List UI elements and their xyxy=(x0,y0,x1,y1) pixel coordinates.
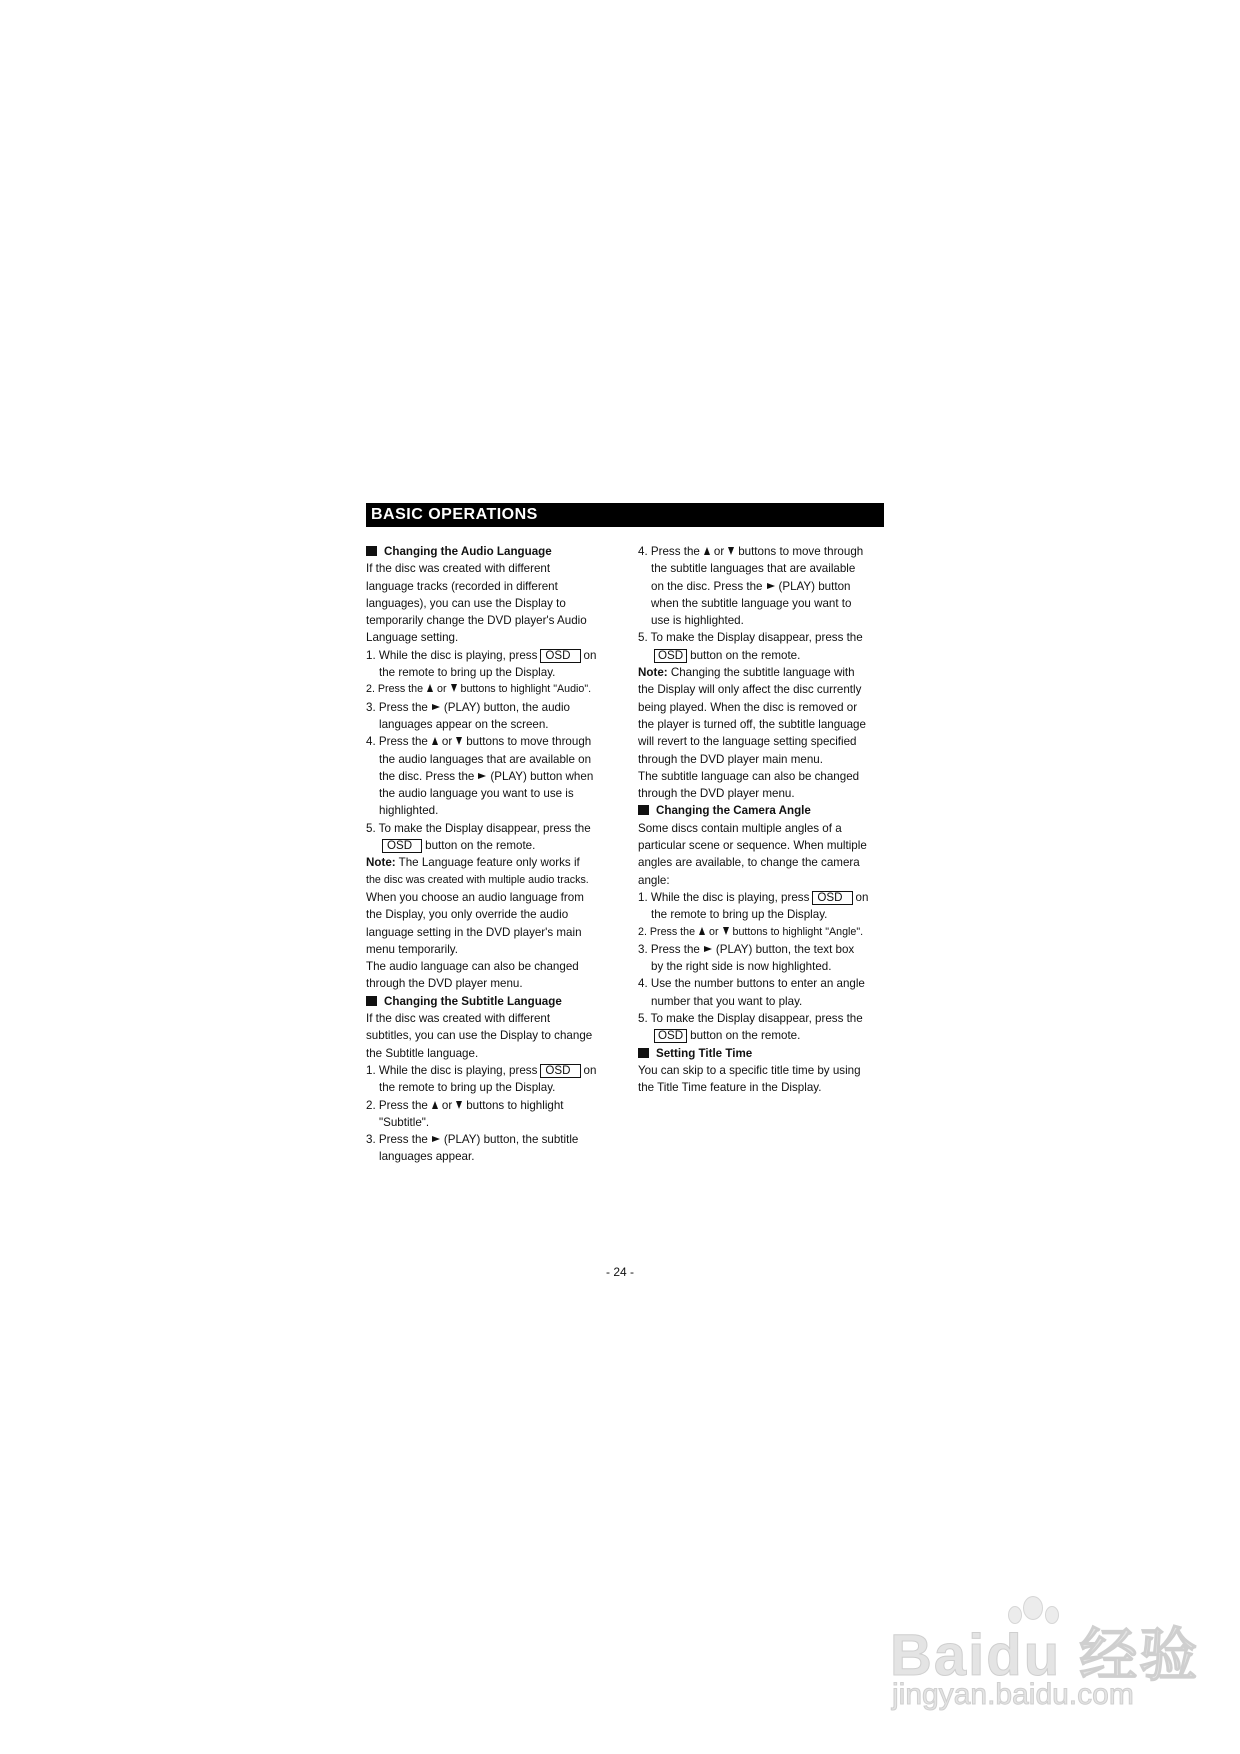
subtitle-note-4: the player is turned off, the subtitle language xyxy=(638,717,866,731)
audio-step-4-cont-3: the audio language you want to use is xyxy=(379,787,574,801)
audio-step-5-cont: OSD button on the remote. xyxy=(366,837,618,854)
audio-step-4-cont-4: highlighted. xyxy=(379,804,439,818)
subtitle-step-1-cont: the remote to bring up the Display. xyxy=(379,1081,556,1095)
left-column xyxy=(366,543,618,1166)
up-arrow-icon xyxy=(427,684,433,692)
subtitle-step-5: 5. To make the Display disappear, press the xyxy=(638,631,863,645)
audio-intro-5: Language setting. xyxy=(366,631,459,645)
angle-step-2: 2. Press the or buttons to highlight "Angle". xyxy=(638,925,864,938)
play-icon xyxy=(432,1136,440,1142)
audio-heading: Changing the Audio Language xyxy=(366,543,618,560)
subtitle-step-4-cont-3: when the subtitle language you want to xyxy=(651,596,852,610)
subtitle-step-4: 4. Press the or buttons to move through xyxy=(638,545,864,558)
audio-note-5: language setting in the DVD player's main xyxy=(366,925,582,939)
subtitle-note-8: through the DVD player menu. xyxy=(638,787,795,801)
audio-note-7: The audio language can also be changed xyxy=(366,960,579,974)
audio-note-3: When you choose an audio language from xyxy=(366,890,584,904)
subtitle-note-6: through the DVD player main menu. xyxy=(638,752,823,766)
audio-step-1-cont: the remote to bring up the Display. xyxy=(379,666,556,680)
audio-intro-1: If the disc was created with different xyxy=(366,562,551,576)
subtitle-heading: Changing the Subtitle Language xyxy=(366,993,618,1010)
osd-button-label: OSD xyxy=(654,1029,687,1043)
audio-step-4: 4. Press the or buttons to move through xyxy=(366,735,592,749)
subtitle-step-3: 3. Press the (PLAY) button, the subtitle xyxy=(366,1133,579,1147)
angle-step-4: 4. Use the number buttons to enter an angle xyxy=(638,977,865,991)
audio-note-6: menu temporarily. xyxy=(366,942,458,956)
up-arrow-icon xyxy=(432,1101,438,1109)
osd-button-label: OSD xyxy=(382,839,422,853)
baidu-watermark xyxy=(880,1578,1200,1728)
section-banner: BASIC OPERATIONS xyxy=(366,503,884,527)
audio-step-1: 1. While the disc is playing, press OSD on xyxy=(366,648,597,662)
down-arrow-icon xyxy=(456,1101,462,1109)
audio-note-4: the Display, you only override the audio xyxy=(366,908,569,922)
audio-step-4-cont-1: the audio languages that are available on xyxy=(379,752,592,766)
play-icon xyxy=(767,583,775,589)
audio-intro-4: temporarily change the DVD player's Audio xyxy=(366,614,587,628)
subtitle-step-2: 2. Press the or buttons to highlight xyxy=(366,1098,564,1112)
subtitle-step-2-cont: "Subtitle". xyxy=(379,1115,430,1129)
angle-step-1-cont: the remote to bring up the Display. xyxy=(651,908,828,922)
down-arrow-icon xyxy=(451,684,457,692)
angle-intro-3: angles are available, to change the camera xyxy=(638,856,860,870)
subtitle-step-3-cont: languages appear. xyxy=(379,1150,475,1164)
angle-heading: Changing the Camera Angle xyxy=(638,802,888,819)
subtitle-note-5: will revert to the language setting specified xyxy=(638,735,857,749)
angle-step-5-cont: OSD button on the remote. xyxy=(638,1027,888,1044)
subtitle-intro-1: If the disc was created with different xyxy=(366,1012,551,1026)
subtitle-note-1: Note: Changing the subtitle language with xyxy=(638,666,855,680)
audio-intro-2: language tracks (recorded in different xyxy=(366,579,558,593)
angle-intro-2: particular scene or sequence. When multiple xyxy=(638,839,867,853)
page-number: - 24 - xyxy=(605,1265,634,1279)
bullet-square-icon xyxy=(366,996,377,1006)
play-icon xyxy=(432,704,440,710)
angle-step-3: 3. Press the (PLAY) button, the text box xyxy=(638,942,855,956)
up-arrow-icon xyxy=(432,737,438,745)
angle-intro-1: Some discs contain multiple angles of a xyxy=(638,821,842,835)
up-arrow-icon xyxy=(704,547,710,555)
title-time-body-1: You can skip to a specific title time by using xyxy=(638,1063,861,1077)
audio-step-3-cont: languages appear on the screen. xyxy=(379,717,549,731)
bullet-square-icon xyxy=(638,1048,649,1058)
down-arrow-icon xyxy=(456,737,462,745)
right-column xyxy=(638,543,888,1097)
subtitle-step-5-cont: OSD button on the remote. xyxy=(638,647,888,664)
watermark-logo: Baidu 经验 xyxy=(890,1623,1200,1688)
osd-button-label: OSD xyxy=(540,1064,580,1078)
angle-step-3-cont: by the right side is now highlighted. xyxy=(651,960,832,974)
audio-step-5: 5. To make the Display disappear, press the xyxy=(366,821,591,835)
osd-button-label: OSD xyxy=(540,649,580,663)
bullet-square-icon xyxy=(366,546,377,556)
audio-step-2: 2. Press the or buttons to highlight "Audio". xyxy=(366,683,592,696)
audio-note-2: the disc was created with multiple audio tracks. xyxy=(366,873,589,886)
audio-step-3: 3. Press the (PLAY) button, the audio xyxy=(366,700,570,714)
bullet-square-icon xyxy=(638,805,649,815)
title-time-body-2: the Title Time feature in the Display. xyxy=(638,1081,822,1095)
subtitle-note-3: being played. When the disc is removed or xyxy=(638,700,858,714)
angle-step-1: 1. While the disc is playing, press OSD on xyxy=(638,890,869,904)
title-time-heading: Setting Title Time xyxy=(638,1045,888,1062)
audio-intro-3: languages), you can use the Display to xyxy=(366,596,566,610)
up-arrow-icon xyxy=(699,927,705,935)
angle-step-5: 5. To make the Display disappear, press the xyxy=(638,1012,863,1026)
osd-button-label: OSD xyxy=(812,891,852,905)
watermark-url: jingyan.baidu.com xyxy=(892,1678,1134,1711)
angle-intro-4: angle: xyxy=(638,873,670,887)
down-arrow-icon xyxy=(728,547,734,555)
audio-note-1: Note: The Language feature only works if xyxy=(366,856,580,870)
audio-step-4-cont-2: the disc. Press the (PLAY) button when xyxy=(379,769,594,783)
subtitle-note-2: the Display will only affect the disc currently xyxy=(638,683,862,697)
play-icon xyxy=(478,773,486,779)
subtitle-step-4-cont-2: on the disc. Press the (PLAY) button xyxy=(651,579,851,593)
subtitle-step-1: 1. While the disc is playing, press OSD on xyxy=(366,1063,597,1077)
subtitle-intro-2: subtitles, you can use the Display to change xyxy=(366,1029,593,1043)
subtitle-step-4-cont-1: the subtitle languages that are available xyxy=(651,562,856,576)
play-icon xyxy=(704,946,712,952)
osd-button-label: OSD xyxy=(654,649,687,663)
subtitle-note-7: The subtitle language can also be changed xyxy=(638,769,860,783)
audio-note-8: through the DVD player menu. xyxy=(366,977,523,991)
subtitle-intro-3: the Subtitle language. xyxy=(366,1046,479,1060)
angle-step-4-cont: number that you want to play. xyxy=(651,994,803,1008)
subtitle-step-4-cont-4: use is highlighted. xyxy=(651,614,744,628)
down-arrow-icon xyxy=(723,927,729,935)
